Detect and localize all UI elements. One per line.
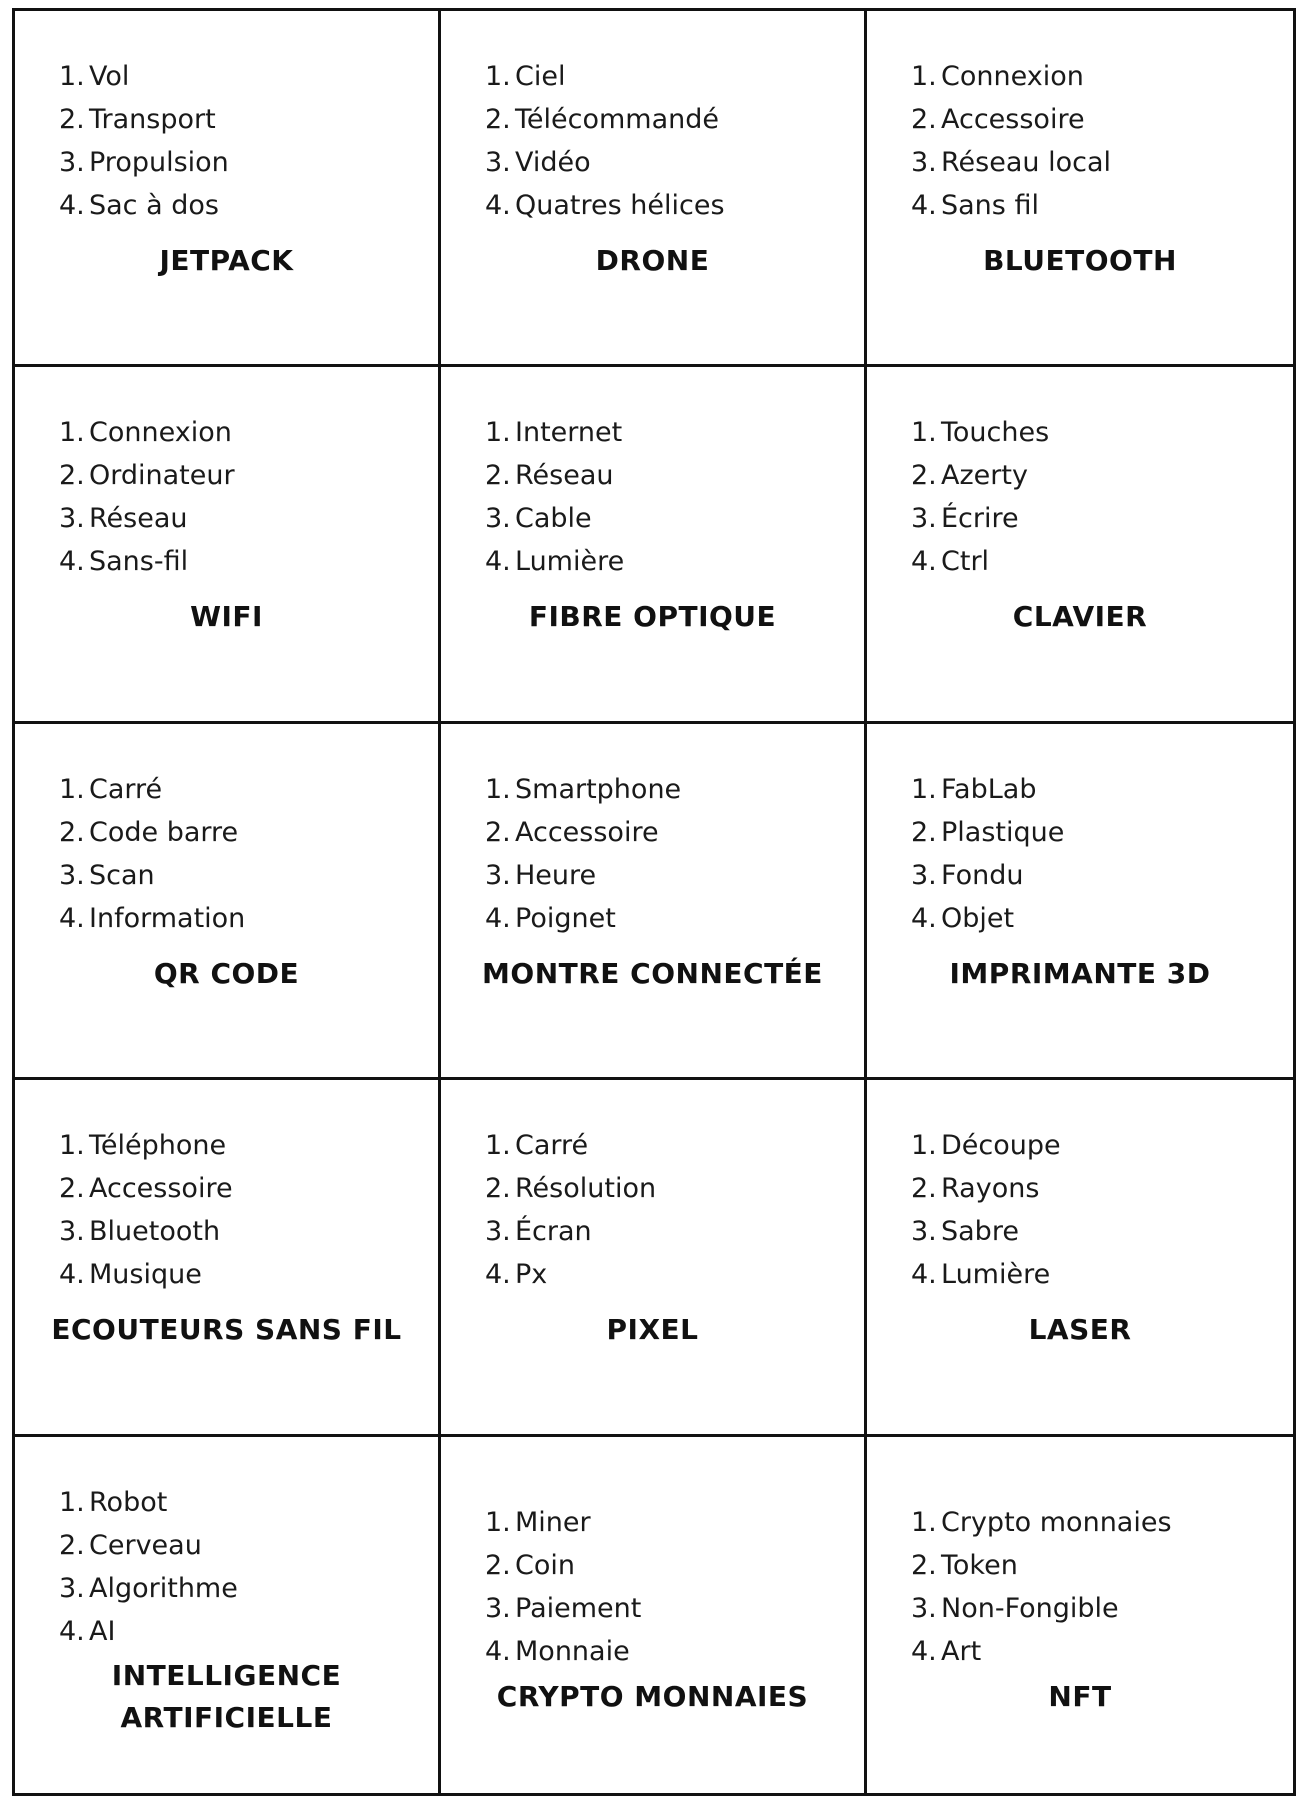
clue-text: AI <box>89 1615 116 1647</box>
clue-text: Lumière <box>515 546 625 578</box>
clue-number: 4. <box>485 190 511 221</box>
word-card <box>15 1080 441 1436</box>
clue-list <box>485 55 725 227</box>
card-word: CLAVIER <box>1012 600 1148 634</box>
clue-number: 2. <box>485 104 511 135</box>
clue-number: 3. <box>59 1572 85 1604</box>
card-word: CRYPTO MONNAIES <box>496 1679 809 1713</box>
clue-item <box>59 55 229 98</box>
clue-item <box>59 454 235 497</box>
clue-number: 1. <box>485 61 511 92</box>
clue-number: 4. <box>59 902 85 934</box>
clue-list <box>911 1501 1172 1673</box>
clue-text: Algorithme <box>89 1572 238 1604</box>
clue-number: 3. <box>911 1592 937 1624</box>
clue-text: Bluetooth <box>89 1216 221 1248</box>
clue-text: Fondu <box>941 859 1024 891</box>
clue-list <box>911 411 1049 583</box>
clue-text: Crypto monnaies <box>941 1506 1172 1538</box>
clue-number: 3. <box>911 1216 937 1248</box>
clue-number: 1. <box>911 417 937 449</box>
clue-number: 3. <box>911 859 937 891</box>
clue-number: 4. <box>485 1635 511 1667</box>
clue-number: 1. <box>59 773 85 805</box>
clue-item <box>485 55 725 98</box>
clue-text: Scan <box>89 859 155 891</box>
clue-text: Internet <box>515 417 623 449</box>
clue-item <box>59 141 229 184</box>
card-word: NFT <box>1048 1679 1112 1713</box>
word-card <box>867 1437 1293 1793</box>
clue-text: Propulsion <box>89 147 229 178</box>
word-card <box>441 11 867 367</box>
clue-text: Accessoire <box>941 104 1085 135</box>
clue-item <box>59 897 245 940</box>
clue-text: Écran <box>515 1216 592 1248</box>
clue-number: 4. <box>485 902 511 934</box>
clue-item <box>485 141 725 184</box>
word-card <box>867 724 1293 1080</box>
clue-item <box>59 1481 238 1524</box>
clue-text: Connexion <box>941 61 1084 92</box>
clue-text: Touches <box>941 417 1050 449</box>
clue-list <box>485 1124 656 1296</box>
clue-text: Réseau local <box>941 147 1111 178</box>
clue-number: 3. <box>485 1216 511 1248</box>
clue-item <box>911 1544 1172 1587</box>
clue-item <box>59 184 229 227</box>
word-card <box>15 11 441 367</box>
clue-number: 4. <box>911 1259 937 1291</box>
clue-number: 1. <box>911 1130 937 1162</box>
clue-list <box>59 411 235 583</box>
clue-list <box>485 411 624 583</box>
clue-item <box>911 811 1064 854</box>
clue-number: 4. <box>59 190 85 221</box>
clue-item <box>911 1630 1172 1673</box>
clue-number: 1. <box>485 1130 511 1162</box>
clue-text: Code barre <box>89 816 239 848</box>
clue-text: Musique <box>89 1259 202 1291</box>
clue-text: Poignet <box>515 902 616 934</box>
clue-number: 3. <box>59 503 85 535</box>
word-card-grid <box>12 8 1296 1796</box>
clue-text: FabLab <box>941 773 1037 805</box>
clue-text: Px <box>515 1259 548 1291</box>
clue-list <box>911 1124 1061 1296</box>
clue-text: Réseau <box>89 503 188 535</box>
clue-number: 4. <box>911 190 937 221</box>
clue-item <box>485 1587 641 1630</box>
clue-item <box>59 540 235 583</box>
clue-item <box>485 1210 656 1253</box>
clue-item <box>485 1167 656 1210</box>
clue-number: 4. <box>911 546 937 578</box>
clue-item <box>485 897 681 940</box>
clue-item <box>59 497 235 540</box>
clue-number: 2. <box>911 816 937 848</box>
clue-number: 4. <box>911 902 937 934</box>
clue-number: 1. <box>59 1130 85 1162</box>
clue-number: 2. <box>485 460 511 492</box>
clue-number: 2. <box>485 1173 511 1205</box>
clue-text: Monnaie <box>515 1635 630 1667</box>
clue-number: 3. <box>59 147 85 178</box>
clue-number: 4. <box>59 1259 85 1291</box>
word-card <box>441 1437 867 1793</box>
clue-text: Lumière <box>941 1259 1051 1291</box>
clue-text: Accessoire <box>515 816 659 848</box>
clue-list <box>59 1124 233 1296</box>
clue-text: Connexion <box>89 417 232 449</box>
clue-number: 2. <box>911 104 937 135</box>
word-card <box>441 724 867 1080</box>
clue-text: Miner <box>515 1506 591 1538</box>
clue-item <box>59 1253 233 1296</box>
clue-text: Réseau <box>515 460 614 492</box>
clue-item <box>485 1124 656 1167</box>
clue-item <box>911 854 1064 897</box>
clue-list <box>911 768 1064 940</box>
clue-text: Smartphone <box>515 773 682 805</box>
clue-item <box>911 1253 1061 1296</box>
clue-number: 3. <box>485 147 511 178</box>
clue-item <box>911 1501 1172 1544</box>
clue-item <box>485 184 725 227</box>
clue-text: Accessoire <box>89 1173 233 1205</box>
clue-text: Token <box>941 1549 1018 1581</box>
word-card <box>867 1080 1293 1436</box>
clue-item <box>59 411 235 454</box>
clue-number: 1. <box>485 1506 511 1538</box>
clue-number: 2. <box>59 104 85 135</box>
clue-item <box>59 98 229 141</box>
clue-item <box>485 1253 656 1296</box>
clue-text: Carré <box>89 773 163 805</box>
clue-number: 2. <box>59 816 85 848</box>
clue-list <box>911 55 1111 227</box>
clue-item <box>59 854 245 897</box>
clue-item <box>911 1124 1061 1167</box>
clue-number: 3. <box>485 859 511 891</box>
clue-item <box>911 540 1049 583</box>
clue-item <box>485 854 681 897</box>
clue-number: 2. <box>59 460 85 492</box>
card-word: FIBRE OPTIQUE <box>528 600 777 634</box>
word-card <box>15 724 441 1080</box>
clue-number: 3. <box>911 503 937 535</box>
clue-text: Ciel <box>515 61 566 92</box>
clue-number: 3. <box>485 1592 511 1624</box>
clue-item <box>911 1587 1172 1630</box>
card-word: DRONE <box>595 244 710 277</box>
clue-text: Cerveau <box>89 1529 202 1561</box>
clue-item <box>911 55 1111 98</box>
clue-text: Sans fil <box>941 190 1039 221</box>
clue-item <box>911 497 1049 540</box>
clue-number: 4. <box>59 546 85 578</box>
clue-list <box>59 55 229 227</box>
clue-item <box>485 1501 641 1544</box>
clue-item <box>59 811 245 854</box>
word-card <box>867 367 1293 723</box>
clue-number: 1. <box>485 773 511 805</box>
card-word: WIFI <box>190 600 263 634</box>
clue-number: 3. <box>59 859 85 891</box>
clue-text: Information <box>89 902 246 934</box>
clue-number: 3. <box>911 147 937 178</box>
clue-item <box>911 1167 1061 1210</box>
clue-number: 2. <box>485 1549 511 1581</box>
card-word: QR CODE <box>153 956 300 990</box>
clue-number: 2. <box>485 816 511 848</box>
clue-item <box>485 411 624 454</box>
clue-text: Paiement <box>515 1592 642 1624</box>
card-word: LASER <box>1028 1313 1132 1347</box>
clue-text: Télécommandé <box>515 104 720 135</box>
word-card <box>15 1437 441 1793</box>
clue-item <box>911 1210 1061 1253</box>
clue-number: 2. <box>59 1529 85 1561</box>
word-card <box>441 367 867 723</box>
clue-number: 2. <box>59 1173 85 1205</box>
clue-number: 1. <box>59 417 85 449</box>
clue-number: 1. <box>911 773 937 805</box>
clue-list <box>59 768 245 940</box>
clue-item <box>485 768 681 811</box>
clue-number: 2. <box>911 1549 937 1581</box>
clue-number: 4. <box>911 1635 937 1667</box>
card-word: IMPRIMANTE 3D <box>949 956 1211 990</box>
clue-text: Sans-fil <box>89 546 189 578</box>
word-card <box>867 11 1293 367</box>
clue-item <box>911 768 1064 811</box>
word-card <box>15 367 441 723</box>
clue-text: Téléphone <box>89 1130 227 1162</box>
clue-item <box>911 141 1111 184</box>
clue-item <box>485 98 725 141</box>
clue-item <box>59 768 245 811</box>
clue-text: Plastique <box>941 816 1065 848</box>
clue-number: 2. <box>911 1173 937 1205</box>
clue-number: 4. <box>485 1259 511 1291</box>
clue-item <box>59 1524 238 1567</box>
clue-item <box>59 1567 238 1610</box>
card-word: INTELLIGENCE ARTIFICIELLE <box>111 1658 342 1734</box>
clue-item <box>911 411 1049 454</box>
clue-item <box>485 811 681 854</box>
card-word: PIXEL <box>606 1313 699 1347</box>
clue-text: Ctrl <box>941 546 990 578</box>
clue-item <box>485 497 624 540</box>
clue-number: 1. <box>59 1486 85 1518</box>
clue-text: Résolution <box>515 1173 657 1205</box>
clue-item <box>911 98 1111 141</box>
clue-item <box>59 1210 233 1253</box>
clue-text: Transport <box>89 104 216 135</box>
clue-text: Écrire <box>941 503 1019 535</box>
clue-text: Robot <box>89 1486 168 1518</box>
clue-item <box>485 1544 641 1587</box>
clue-item <box>911 184 1111 227</box>
clue-number: 3. <box>485 503 511 535</box>
clue-item <box>485 454 624 497</box>
clue-text: Quatres hélices <box>515 190 725 221</box>
clue-item <box>59 1124 233 1167</box>
clue-number: 2. <box>911 460 937 492</box>
clue-number: 3. <box>59 1216 85 1248</box>
card-word: MONTRE CONNECTÉE <box>482 956 823 990</box>
clue-text: Coin <box>515 1549 575 1581</box>
clue-text: Sac à dos <box>89 190 219 221</box>
clue-item <box>59 1610 238 1653</box>
clue-text: Objet <box>941 902 1015 934</box>
clue-item <box>911 454 1049 497</box>
clue-number: 4. <box>485 546 511 578</box>
clue-number: 4. <box>59 1615 85 1647</box>
card-word: BLUETOOTH <box>983 244 1177 277</box>
clue-number: 1. <box>485 417 511 449</box>
clue-number: 1. <box>911 61 937 92</box>
clue-item <box>485 1630 641 1673</box>
clue-number: 1. <box>911 1506 937 1538</box>
clue-text: Ordinateur <box>89 460 235 492</box>
clue-text: Art <box>941 1635 982 1667</box>
clue-text: Sabre <box>941 1216 1019 1248</box>
clue-text: Vidéo <box>515 147 591 178</box>
word-card <box>441 1080 867 1436</box>
clue-text: Carré <box>515 1130 589 1162</box>
clue-item <box>911 897 1064 940</box>
clue-text: Rayons <box>941 1173 1040 1205</box>
clue-item <box>485 540 624 583</box>
card-word: JETPACK <box>159 244 294 277</box>
clue-list <box>59 1481 238 1653</box>
clue-item <box>59 1167 233 1210</box>
clue-text: Vol <box>89 61 130 92</box>
clue-text: Cable <box>515 503 592 535</box>
clue-text: Découpe <box>941 1130 1061 1162</box>
clue-number: 1. <box>59 61 85 92</box>
clue-list <box>485 1501 641 1673</box>
clue-text: Non-Fongible <box>941 1592 1119 1624</box>
clue-text: Azerty <box>941 460 1028 492</box>
clue-list <box>485 768 681 940</box>
card-word: ECOUTEURS SANS FIL <box>51 1313 402 1347</box>
clue-text: Heure <box>515 859 597 891</box>
